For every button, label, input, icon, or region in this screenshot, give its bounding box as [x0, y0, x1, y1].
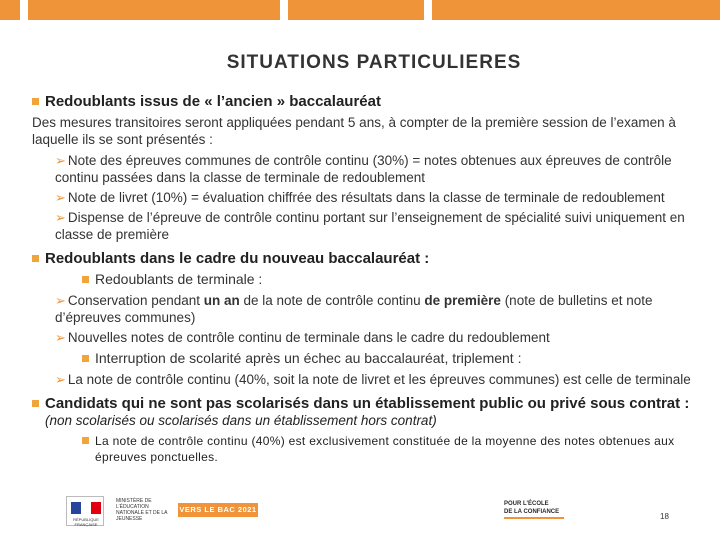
arrow-bullet-icon: ➢: [55, 293, 66, 308]
slide-content: [32, 93, 702, 465]
republique-francaise-logo: RÉPUBLIQUE FRANÇAISE: [66, 496, 104, 526]
arrow-bullet-icon: ➢: [55, 330, 66, 345]
section3-note: (non scolarisés ou scolarisés dans un établissement hors contrat): [45, 413, 437, 428]
list-item: ➢ Note de livret (10%) = évaluation chiffrée des résultats dans la classe de terminale de redoublement: [55, 190, 665, 205]
arrow-bullet-icon: ➢: [55, 190, 66, 205]
top-bar-segment: [432, 0, 720, 20]
top-bar-segment: [288, 0, 424, 20]
top-bar-segment: [0, 0, 20, 20]
square-bullet-icon: [82, 276, 89, 283]
section2-sub2: Interruption de scolarité après un échec au baccalauréat, triplement :: [32, 350, 702, 367]
page-number: 18: [660, 512, 669, 521]
square-bullet-icon: [32, 255, 39, 262]
square-bullet-icon: [82, 437, 89, 444]
list-item: ➢ Note des épreuves communes de contrôle continu (30%) = notes obtenues aux épreuves de contrôle continu passées dans la classe de terminale de redoublement: [55, 153, 672, 185]
square-bullet-icon: [32, 400, 39, 407]
list-item: La note de contrôle continu (40%) est exclusivement constituée de la moyenne des notes obtenues aux épreuves ponctuelles.: [32, 433, 702, 465]
section1-intro: Des mesures transitoires seront appliquées pendant 5 ans, à compter de la première session de l’examen à laquelle ils se sont présentés :: [32, 115, 676, 147]
page-title: SITUATIONS PARTICULIERES: [226, 52, 522, 73]
top-bar-segment: [28, 0, 280, 20]
section2-sub1: Redoublants de terminale :: [32, 271, 702, 288]
ecole-confiance-logo: POUR L’ÉCOLE DE LA CONFIANCE: [504, 500, 594, 519]
section1-heading-row: [32, 93, 702, 110]
arrow-bullet-icon: ➢: [55, 153, 66, 168]
list-item: ➢ Conservation pendant un an de la note de contrôle continu de première (note de bulletins et note d’épreuves communes): [55, 293, 653, 325]
ministry-label: MINISTÈRE DE L’ÉDUCATION NATIONALE ET DE LA JEUNESSE: [116, 498, 168, 522]
list-item: ➢ La note de contrôle continu (40%, soit la note de livret et les épreuves communes) est celle de terminale: [55, 372, 691, 387]
list-item: ➢ Nouvelles notes de contrôle continu de terminale dans le cadre du redoublement: [55, 330, 550, 345]
section2-heading: Redoublants dans le cadre du nouveau baccalauréat :: [45, 250, 430, 267]
square-bullet-icon: [82, 355, 89, 362]
vers-le-bac-badge: VERS LE BAC 2021: [178, 503, 258, 517]
arrow-bullet-icon: ➢: [55, 210, 66, 225]
square-bullet-icon: [32, 98, 39, 105]
footer: [0, 496, 720, 532]
top-decoration-bar: [0, 0, 720, 20]
section1-heading: Redoublants issus de « l’ancien » baccalauréat: [45, 93, 381, 110]
section3-heading-row: [32, 395, 702, 429]
arrow-bullet-icon: ➢: [55, 372, 66, 387]
underline-decoration: [504, 517, 564, 519]
section2-heading-row: [32, 250, 702, 267]
list-item: ➢ Dispense de l’épreuve de contrôle continu portant sur l’enseignement de spécialité suivi uniquement en classe de première: [55, 210, 685, 242]
section3-heading: Candidats qui ne sont pas scolarisés dans un établissement public ou privé sous contrat :: [45, 395, 690, 412]
flag-icon: [71, 502, 101, 514]
